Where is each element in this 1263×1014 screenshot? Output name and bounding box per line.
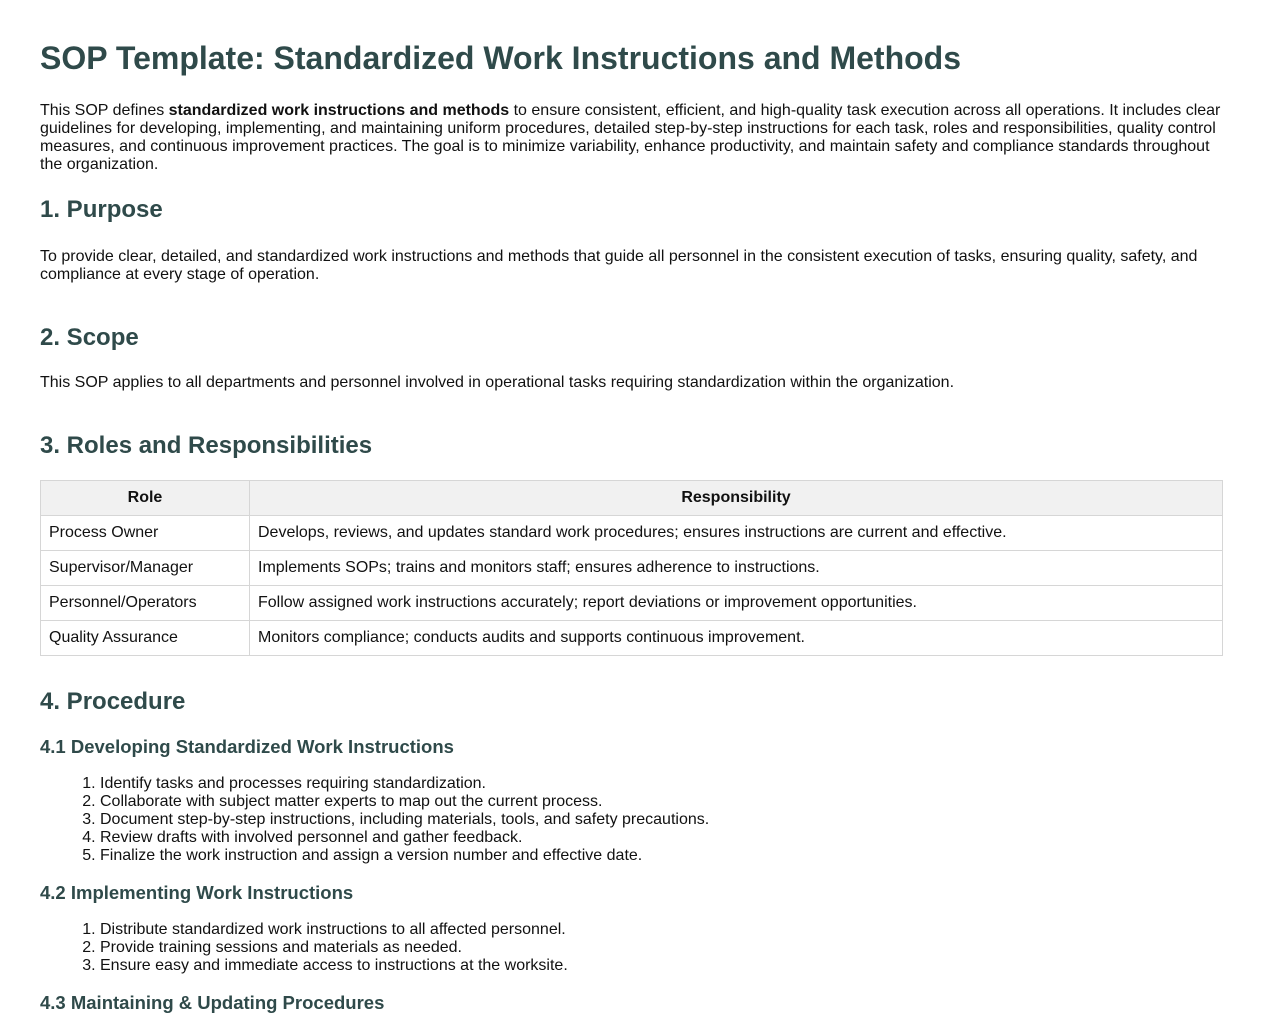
table-row bbox=[41, 586, 1223, 621]
column-header-role: Role bbox=[41, 481, 250, 516]
table-row bbox=[41, 551, 1223, 586]
scope-heading: 2. Scope bbox=[40, 324, 139, 351]
roles-table bbox=[40, 480, 1223, 656]
list-item: 1. Identify tasks and processes requiring standardization. bbox=[100, 775, 1223, 793]
procedure-subheading-implementing: 4.2 Implementing Work Instructions bbox=[40, 882, 354, 903]
responsibility-cell: Follow assigned work instructions accurately; report deviations or improvement opportunities. bbox=[250, 586, 1223, 621]
table-row bbox=[41, 516, 1223, 551]
intro-paragraph bbox=[40, 102, 1223, 174]
intro-bold-phrase: standardized work instructions and methods bbox=[168, 102, 510, 119]
list-item: 5. Finalize the work instruction and assign a version number and effective date. bbox=[100, 847, 1223, 865]
purpose-text: To provide clear, detailed, and standardized work instructions and methods that guide all personnel in the consistent execution of tasks, ensuring quality, safety, and compliance at every stage of operation. bbox=[40, 248, 1198, 283]
purpose-heading: 1. Purpose bbox=[40, 196, 163, 223]
procedure-subheading-developing: 4.1 Developing Standardized Work Instructions bbox=[40, 736, 454, 757]
role-cell: Quality Assurance bbox=[41, 621, 250, 656]
role-cell: Process Owner bbox=[41, 516, 250, 551]
intro-text-end: to ensure consistent, efficient, and high-quality task execution across all operations. It includes clear guidelines for developing, implementing, and maintaining uniform procedures, detailed step-by-step instructions for each task, roles and responsibilities, quality control measures, and continuous improvement practices. The goal is to minimize variability, enhance productivity, and maintain safety and compliance standards throughout the organization. bbox=[40, 102, 1221, 173]
list-item: 2. Collaborate with subject matter experts to map out the current process. bbox=[100, 793, 1223, 811]
responsibility-cell: Develops, reviews, and updates standard work procedures; ensures instructions are current and effective. bbox=[250, 516, 1223, 551]
list-item: 4. Review drafts with involved personnel and gather feedback. bbox=[100, 829, 1223, 847]
scope-text: This SOP applies to all departments and personnel involved in operational tasks requiring standardization within the organization. bbox=[40, 374, 955, 391]
table-row bbox=[41, 621, 1223, 656]
procedure-subheading-maintaining: 4.3 Maintaining & Updating Procedures bbox=[40, 992, 385, 1013]
table-header-row bbox=[41, 481, 1223, 516]
implementing-steps-list bbox=[40, 921, 1223, 975]
role-cell: Supervisor/Manager bbox=[41, 551, 250, 586]
list-item: 2. Provide training sessions and materials as needed. bbox=[100, 939, 1223, 957]
role-cell: Personnel/Operators bbox=[41, 586, 250, 621]
page-title: SOP Template: Standardized Work Instructions and Methods bbox=[40, 40, 962, 76]
column-header-responsibility: Responsibility bbox=[250, 481, 1223, 516]
intro-text-start: This SOP defines bbox=[40, 102, 169, 119]
list-item: 1. Distribute standardized work instructions to all affected personnel. bbox=[100, 921, 1223, 939]
list-item: 3. Document step-by-step instructions, including materials, tools, and safety precautions. bbox=[100, 811, 1223, 829]
roles-heading: 3. Roles and Responsibilities bbox=[40, 432, 373, 459]
developing-steps-list bbox=[40, 775, 1223, 865]
procedure-heading: 4. Procedure bbox=[40, 688, 186, 715]
responsibility-cell: Implements SOPs; trains and monitors staff; ensures adherence to instructions. bbox=[250, 551, 1223, 586]
responsibility-cell: Monitors compliance; conducts audits and supports continuous improvement. bbox=[250, 621, 1223, 656]
list-item: 3. Ensure easy and immediate access to instructions at the worksite. bbox=[100, 957, 1223, 975]
